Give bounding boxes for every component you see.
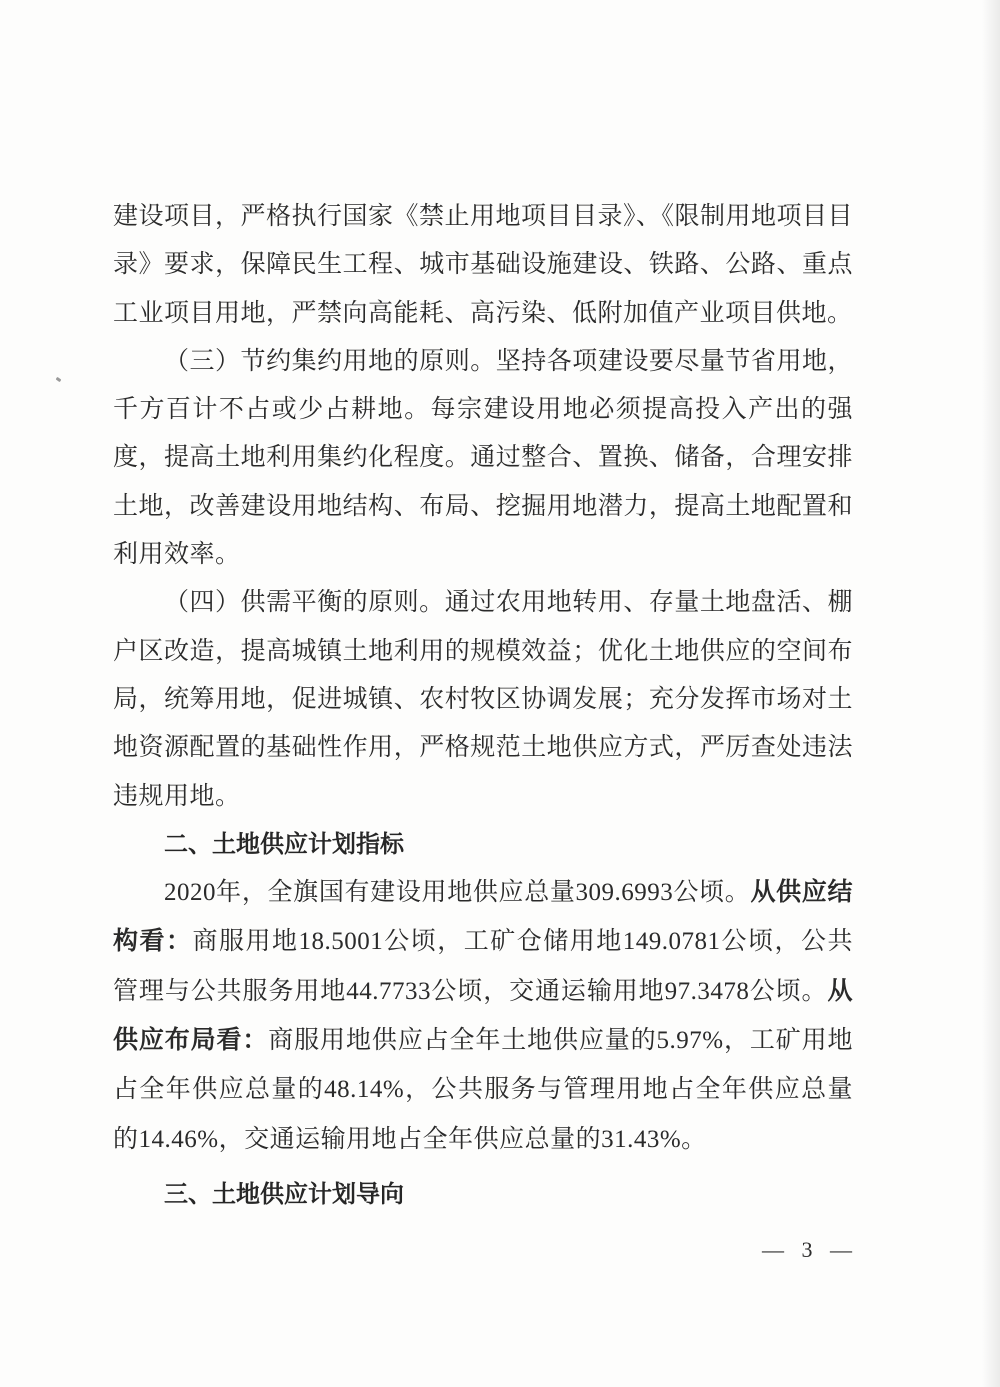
page-number: — 3 — — [762, 1237, 858, 1262]
paragraph-supply-indicators — [113, 868, 853, 1164]
section-heading-three: 三、土地供应计划导向 — [164, 1179, 404, 1208]
supply-layout-text: 商服用地供应占全年土地供应量的5.97%，工矿用地占全年供应总量的48.14%，公共服务与管理用地占全年供应总量的14.46%，交通运输用地占全年供应总量的31.43%。 — [113, 1027, 853, 1153]
supply-structure-text: 商服用地18.5001公顷，工矿仓储用地149.0781公顷，公共管理与公共服务用地44.7733公顷，交通运输用地97.3478公顷。 — [113, 928, 853, 1005]
scan-speck — [56, 377, 62, 382]
scan-edge-shadow — [982, 0, 1000, 1387]
document-body — [113, 192, 853, 1218]
paragraph-continuation: 建设项目，严格执行国家《禁止用地项目目录》、《限制用地项目目录》要求，保障民生工程、城市基础设施建设、铁路、公路、重点工业项目用地，严禁向高能耗、高污染、低附加值产业项目供地。 — [113, 201, 854, 327]
supply-structure-label: 从供应结构看： — [113, 877, 853, 956]
supply-layout-label: 从供应布局看： — [113, 975, 853, 1055]
supply-total-text: 2020年，全旗国有建设用地供应总量309.6993公顷。 — [164, 879, 751, 907]
paragraph-principle-three: （三）节约集约用地的原则。坚持各项建设要尽量节省用地，千方百计不占或少占耕地。每宗建设用地必须提高投入产出的强度，提高土地利用集约化程度。通过整合、置换、储备，合理安排土地，改善建设用地结构、布局、挖掘用地潜力，提高土地配置和利用效率。 — [113, 345, 853, 569]
section-heading-two: 二、土地供应计划指标 — [164, 829, 404, 858]
paragraph-principle-four: （四）供需平衡的原则。通过农用地转用、存量土地盘活、棚户区改造，提高城镇土地利用的规模效益；优化土地供应的空间布局，统筹用地，促进城镇、农村牧区协调发展；充分发挥市场对土地资源配置的基础性作用，严格规范土地供应方式，严厉查处违法违规用地。 — [113, 587, 853, 810]
